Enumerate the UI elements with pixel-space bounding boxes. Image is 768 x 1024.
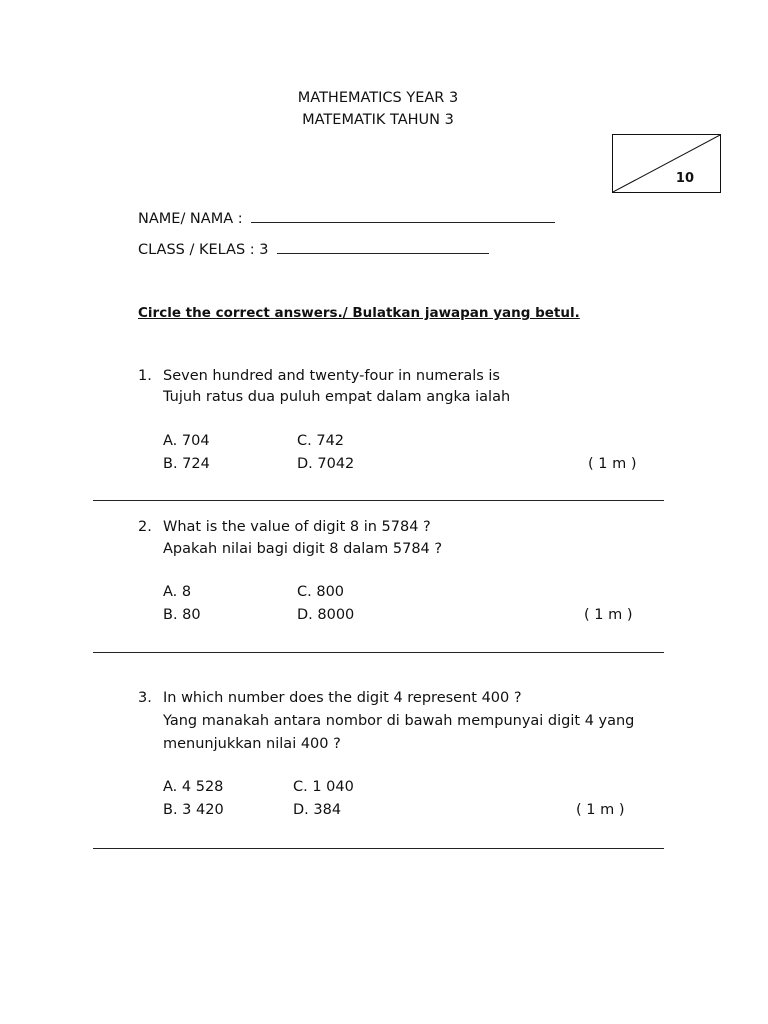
class-field xyxy=(138,241,489,258)
question-1-text-en: Seven hundred and twenty-four in numerals is xyxy=(163,368,500,384)
question-3-option-b[interactable]: B. 3 420 xyxy=(163,802,224,818)
question-3-text-ms-2: menunjukkan nilai 400 ? xyxy=(163,736,341,752)
question-2-option-b[interactable]: B. 80 xyxy=(163,607,201,623)
name-blank[interactable] xyxy=(251,210,555,223)
instruction: Circle the correct answers./ Bulatkan jawapan yang betul. xyxy=(138,305,580,321)
question-2-text-en: What is the value of digit 8 in 5784 ? xyxy=(163,519,431,535)
question-3-text-ms-1: Yang manakah antara nombor di bawah mempunyai digit 4 yang xyxy=(163,713,635,729)
question-1-marks: ( 1 m ) xyxy=(588,456,637,472)
question-2-text-ms: Apakah nilai bagi digit 8 dalam 5784 ? xyxy=(163,541,443,557)
question-3-text-en: In which number does the digit 4 represent 400 ? xyxy=(163,690,522,706)
question-2-option-a[interactable]: A. 8 xyxy=(163,584,192,600)
question-1-text-ms: Tujuh ratus dua puluh empat dalam angka ialah xyxy=(163,389,511,405)
question-1-option-b[interactable]: B. 724 xyxy=(163,456,210,472)
separator-2 xyxy=(93,652,664,653)
separator-1 xyxy=(93,500,664,501)
question-3-number: 3. xyxy=(138,690,152,706)
question-3-option-d[interactable]: D. 384 xyxy=(293,802,342,818)
score-total: 10 xyxy=(675,171,694,186)
class-label: CLASS / KELAS : 3 xyxy=(138,242,269,258)
question-2-number: 2. xyxy=(138,519,152,535)
question-3-option-a[interactable]: A. 4 528 xyxy=(163,779,224,795)
title-malay: MATEMATIK TAHUN 3 xyxy=(302,112,454,128)
question-2-option-c[interactable]: C. 800 xyxy=(297,584,345,600)
score-box xyxy=(612,134,721,193)
question-1-option-a[interactable]: A. 704 xyxy=(163,433,210,449)
separator-3 xyxy=(93,848,664,849)
question-2-option-d[interactable]: D. 8000 xyxy=(297,607,355,623)
question-1-number: 1. xyxy=(138,368,152,384)
question-1-option-d[interactable]: D. 7042 xyxy=(297,456,355,472)
question-3-marks: ( 1 m ) xyxy=(576,802,625,818)
class-blank[interactable] xyxy=(277,241,489,254)
question-1-option-c[interactable]: C. 742 xyxy=(297,433,345,449)
score-diagonal xyxy=(613,135,720,192)
question-2-marks: ( 1 m ) xyxy=(584,607,633,623)
name-field xyxy=(138,210,555,227)
question-3-option-c[interactable]: C. 1 040 xyxy=(293,779,354,795)
name-label: NAME/ NAMA : xyxy=(138,211,243,227)
title-english: MATHEMATICS YEAR 3 xyxy=(297,90,459,106)
